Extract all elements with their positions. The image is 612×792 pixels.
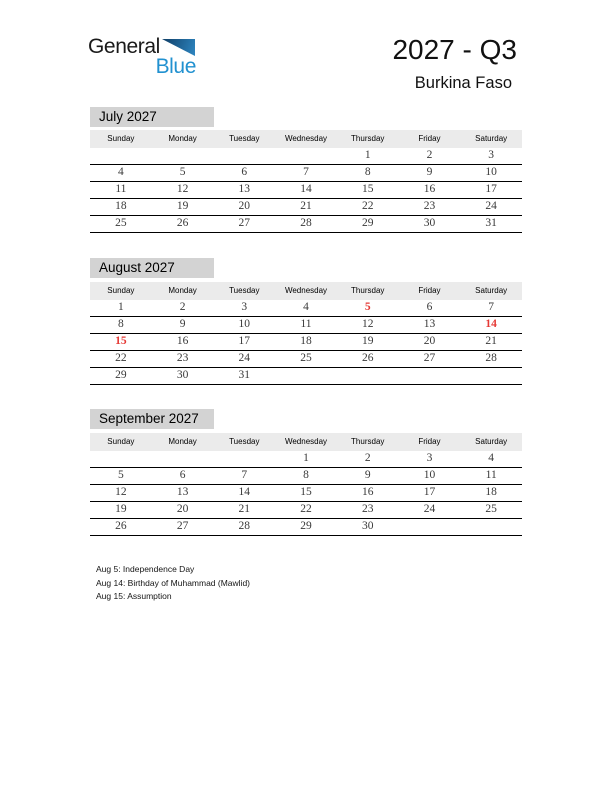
day-cell-sep-2: 2 bbox=[364, 452, 371, 464]
day-cell-aug-17: 17 bbox=[238, 335, 251, 347]
weekday-label: Wednesday bbox=[284, 286, 328, 295]
day-cell-jul-25: 25 bbox=[115, 217, 127, 229]
page-title: 2027 - Q3 bbox=[392, 34, 517, 65]
day-cell-aug-11: 11 bbox=[300, 318, 312, 330]
week-row bbox=[90, 334, 522, 351]
week-row bbox=[90, 216, 522, 233]
day-cell-jul-21: 21 bbox=[300, 200, 312, 212]
day-cell-jul-12: 12 bbox=[176, 183, 189, 195]
day-cell-jul-3: 3 bbox=[488, 149, 495, 161]
week-row bbox=[90, 148, 522, 165]
day-cell-jul-7: 7 bbox=[303, 166, 309, 178]
day-cell-jul-18: 18 bbox=[115, 200, 127, 212]
weekday-label: Wednesday bbox=[284, 134, 328, 143]
day-cell-empty bbox=[460, 368, 522, 384]
day-cell-sep-13: 13 bbox=[176, 486, 189, 498]
week-row bbox=[90, 502, 522, 519]
day-cell-jul-24: 24 bbox=[485, 200, 497, 212]
day-cell-empty bbox=[90, 451, 152, 467]
day-cell-sep-20: 20 bbox=[176, 503, 189, 515]
month-grid bbox=[90, 282, 522, 385]
week-row bbox=[90, 468, 522, 485]
day-cell-aug-22: 22 bbox=[115, 352, 127, 364]
day-cell-jul-19: 19 bbox=[176, 200, 189, 212]
day-cell-aug-25: 25 bbox=[300, 352, 312, 364]
weekday-label: Friday bbox=[418, 437, 441, 446]
day-cell-empty bbox=[152, 451, 214, 467]
day-cell-empty bbox=[90, 148, 152, 164]
day-cell-sep-29: 29 bbox=[300, 520, 312, 532]
week-row bbox=[90, 165, 522, 182]
weekday-label: Friday bbox=[418, 134, 441, 143]
day-cell-aug-16: 16 bbox=[176, 335, 189, 347]
weekday-label: Thursday bbox=[351, 286, 385, 295]
week-row bbox=[90, 300, 522, 317]
day-cell-empty bbox=[399, 368, 461, 384]
weekday-label: Sunday bbox=[107, 286, 135, 295]
day-cell-empty bbox=[152, 148, 214, 164]
day-cell-sep-1: 1 bbox=[303, 452, 309, 464]
day-cell-sep-8: 8 bbox=[303, 469, 309, 481]
weekday-header-row bbox=[90, 433, 522, 451]
holiday-note: Aug 5: Independence Day bbox=[96, 564, 195, 574]
weekday-label: Sunday bbox=[107, 134, 135, 143]
day-cell-aug-10: 10 bbox=[238, 318, 251, 330]
day-cell-jul-4: 4 bbox=[117, 166, 124, 178]
day-cell-aug-21: 21 bbox=[485, 335, 497, 347]
day-cell-aug-5: 5 bbox=[364, 301, 371, 313]
day-cell-sep-18: 18 bbox=[485, 486, 497, 498]
weekday-label: Thursday bbox=[351, 134, 385, 143]
day-cell-aug-15: 15 bbox=[115, 335, 127, 347]
weekday-label: Monday bbox=[168, 134, 197, 143]
day-cell-jul-10: 10 bbox=[485, 166, 497, 178]
day-cell-jul-8: 8 bbox=[364, 166, 371, 178]
month-grid bbox=[90, 130, 522, 233]
holiday-note: Aug 15: Assumption bbox=[96, 591, 172, 601]
day-cell-sep-19: 19 bbox=[115, 503, 127, 515]
day-cell-aug-27: 27 bbox=[423, 352, 436, 364]
week-row bbox=[90, 368, 522, 385]
logo-text-general: General bbox=[88, 35, 160, 58]
weekday-label: Saturday bbox=[475, 134, 508, 143]
day-cell-jul-16: 16 bbox=[423, 183, 436, 195]
day-cell-empty bbox=[399, 519, 461, 535]
day-cell-empty bbox=[213, 148, 275, 164]
day-cell-aug-9: 9 bbox=[179, 318, 186, 330]
day-cell-sep-12: 12 bbox=[115, 486, 127, 498]
day-cell-sep-17: 17 bbox=[423, 486, 436, 498]
weekday-label: Saturday bbox=[475, 437, 508, 446]
week-row bbox=[90, 199, 522, 216]
day-cell-jul-13: 13 bbox=[238, 183, 251, 195]
day-cell-sep-15: 15 bbox=[300, 486, 312, 498]
day-cell-sep-22: 22 bbox=[300, 503, 312, 515]
day-cell-sep-3: 3 bbox=[426, 452, 433, 464]
general-blue-logo bbox=[88, 36, 196, 77]
day-cell-aug-29: 29 bbox=[115, 369, 127, 381]
day-cell-aug-13: 13 bbox=[423, 318, 436, 330]
day-cell-empty bbox=[275, 148, 337, 164]
day-cell-sep-26: 26 bbox=[115, 520, 127, 532]
day-cell-aug-23: 23 bbox=[176, 352, 189, 364]
day-cell-aug-2: 2 bbox=[179, 301, 186, 313]
country-subtitle: Burkina Faso bbox=[414, 74, 512, 92]
weekday-label: Saturday bbox=[475, 286, 508, 295]
day-cell-jul-15: 15 bbox=[361, 183, 374, 195]
weekday-label: Sunday bbox=[107, 437, 135, 446]
weekday-header-row bbox=[90, 130, 522, 148]
logo-text-blue: Blue bbox=[155, 55, 196, 78]
month-grid bbox=[90, 433, 522, 536]
week-row bbox=[90, 485, 522, 502]
day-cell-aug-18: 18 bbox=[300, 335, 312, 347]
weekday-label: Friday bbox=[418, 286, 441, 295]
day-cell-jul-26: 26 bbox=[176, 217, 189, 229]
week-row bbox=[90, 519, 522, 536]
day-cell-jul-23: 23 bbox=[423, 200, 436, 212]
day-cell-jul-1: 1 bbox=[364, 149, 371, 161]
day-cell-sep-9: 9 bbox=[364, 469, 371, 481]
weekday-header-row bbox=[90, 282, 522, 300]
week-row bbox=[90, 182, 522, 199]
day-cell-jul-14: 14 bbox=[300, 183, 312, 195]
day-cell-sep-11: 11 bbox=[485, 469, 497, 481]
week-row bbox=[90, 451, 522, 468]
month-title: August 2027 bbox=[90, 258, 214, 278]
day-cell-jul-29: 29 bbox=[361, 217, 374, 229]
day-cell-aug-19: 19 bbox=[361, 335, 374, 347]
weekday-label: Thursday bbox=[351, 437, 385, 446]
day-cell-jul-31: 31 bbox=[485, 217, 497, 229]
day-cell-jul-20: 20 bbox=[238, 200, 251, 212]
day-cell-empty bbox=[275, 368, 337, 384]
weekday-label: Monday bbox=[168, 286, 197, 295]
holiday-notes bbox=[96, 563, 250, 604]
day-cell-aug-1: 1 bbox=[117, 301, 124, 313]
day-cell-jul-22: 22 bbox=[361, 200, 374, 212]
day-cell-aug-24: 24 bbox=[238, 352, 251, 364]
day-cell-sep-14: 14 bbox=[238, 486, 251, 498]
day-cell-sep-23: 23 bbox=[361, 503, 374, 515]
day-cell-jul-17: 17 bbox=[485, 183, 497, 195]
day-cell-jul-11: 11 bbox=[115, 183, 127, 195]
day-cell-sep-30: 30 bbox=[361, 520, 374, 532]
day-cell-jul-27: 27 bbox=[238, 217, 251, 229]
day-cell-jul-6: 6 bbox=[241, 166, 248, 178]
weekday-label: Tuesday bbox=[229, 134, 260, 143]
day-cell-aug-8: 8 bbox=[117, 318, 124, 330]
day-cell-aug-26: 26 bbox=[361, 352, 374, 364]
weekday-label: Tuesday bbox=[229, 437, 260, 446]
day-cell-empty bbox=[460, 519, 522, 535]
month-title: July 2027 bbox=[90, 107, 214, 127]
day-cell-jul-9: 9 bbox=[426, 166, 433, 178]
day-cell-empty bbox=[337, 368, 399, 384]
day-cell-aug-20: 20 bbox=[423, 335, 436, 347]
day-cell-sep-28: 28 bbox=[238, 520, 251, 532]
day-cell-aug-30: 30 bbox=[176, 369, 189, 381]
day-cell-sep-5: 5 bbox=[117, 469, 124, 481]
day-cell-sep-27: 27 bbox=[176, 520, 189, 532]
day-cell-sep-25: 25 bbox=[485, 503, 497, 515]
day-cell-sep-21: 21 bbox=[238, 503, 251, 515]
day-cell-sep-24: 24 bbox=[423, 503, 436, 515]
weekday-label: Wednesday bbox=[284, 437, 328, 446]
day-cell-jul-28: 28 bbox=[300, 217, 312, 229]
holiday-note: Aug 14: Birthday of Muhammad (Mawlid) bbox=[96, 577, 251, 588]
day-cell-empty bbox=[213, 451, 275, 467]
day-cell-aug-28: 28 bbox=[485, 352, 497, 364]
day-cell-jul-5: 5 bbox=[179, 166, 186, 178]
day-cell-aug-4: 4 bbox=[303, 301, 309, 313]
day-cell-sep-7: 7 bbox=[241, 469, 248, 481]
day-cell-aug-31: 31 bbox=[238, 369, 251, 381]
day-cell-aug-6: 6 bbox=[426, 301, 433, 313]
day-cell-sep-6: 6 bbox=[179, 469, 186, 481]
weekday-label: Tuesday bbox=[229, 286, 260, 295]
month-title: September 2027 bbox=[90, 409, 214, 429]
day-cell-aug-7: 7 bbox=[488, 301, 495, 313]
weekday-label: Monday bbox=[168, 437, 197, 446]
day-cell-jul-2: 2 bbox=[426, 149, 433, 161]
day-cell-aug-14: 14 bbox=[485, 318, 497, 330]
week-row bbox=[90, 351, 522, 368]
day-cell-aug-12: 12 bbox=[361, 318, 374, 330]
day-cell-sep-16: 16 bbox=[361, 486, 374, 498]
day-cell-sep-4: 4 bbox=[488, 452, 495, 464]
day-cell-aug-3: 3 bbox=[241, 301, 248, 313]
day-cell-sep-10: 10 bbox=[423, 469, 436, 481]
week-row bbox=[90, 317, 522, 334]
day-cell-jul-30: 30 bbox=[423, 217, 436, 229]
